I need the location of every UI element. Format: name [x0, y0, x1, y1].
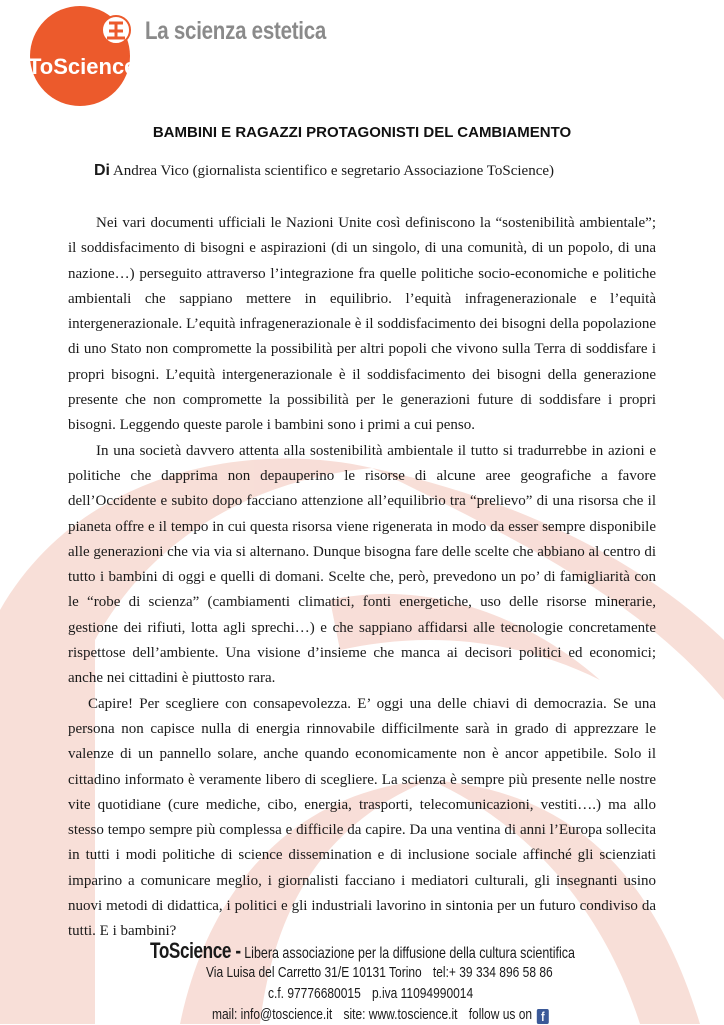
footer-brand: ToScience - [150, 938, 241, 963]
footer-phone: tel:+ 39 334 896 58 86 [432, 964, 553, 981]
logo-text-science: Science [53, 54, 137, 79]
article-title: BAMBINI E RAGAZZI PROTAGONISTI DEL CAMBIAMENTO [152, 124, 572, 141]
footer-line-3 [268, 985, 473, 1002]
footer-description: Libera associazione per la diffusione della cultura scientifica [244, 945, 575, 962]
logo-text-to: To [28, 54, 54, 79]
footer-line-2 [206, 964, 553, 981]
article-body [68, 211, 656, 945]
footer-follow: follow us on [468, 1006, 533, 1023]
byline-author: Andrea Vico (giornalista scientifico e segretario Associazione ToScience) [112, 163, 555, 179]
toscience-logo [20, 4, 138, 108]
paragraph-1: Nei vari documenti ufficiali le Nazioni Unite così definiscono la “sostenibilità ambientale”; il soddisfacimento di bisogni e aspirazioni (di un singolo, di una comunità, di un popolo, di una nazione…) perseguito attraverso l’integrazione fra quelle politiche socio-economiche e politiche ambientali che sappiano mettere in equilibrio. l’equità infragenerazionale e l’equità intergenerazionale. L’equità infragenerazionale è il soddisfacimento dei bisogni della popolazione di uno Stato non compromette la possibilità per altri popoli che vivono sulla Terra di soddisfare i propri bisogni. L’equità intergenerazionale è il soddisfacimento dei bisogni della generazione presente che non compromette la possibilità per le generazioni future di soddisfare i propri bisogni. Leggendo queste parole i bambini sono i primi a cui penso. [68, 215, 656, 434]
footer-vat: p.iva 11094990014 [371, 985, 474, 1002]
byline-prefix: Di [94, 162, 110, 179]
footer-mail[interactable]: mail: info@toscience.it [212, 1006, 333, 1023]
tagline: La scienza estetica [145, 17, 327, 45]
footer-site[interactable]: site: www.toscience.it [343, 1006, 458, 1023]
svg-text:ToScience [28, 54, 136, 79]
footer-line-1 [150, 938, 575, 964]
facebook-icon[interactable]: f [537, 1009, 549, 1024]
byline [94, 162, 554, 180]
footer-line-4 [212, 1006, 549, 1024]
footer-address: Via Luisa del Carretto 31/E 10131 Torino [206, 964, 422, 981]
footer [150, 938, 630, 1024]
paragraph-3: Capire! Per scegliere con consapevolezza. E’ oggi una delle chiavi di democrazia. Se una persona non capisce nulla di energia rinnovabile difficilmente sarà in grado di apprezzare le valenze di un pannello solare, anche quando economicamente non è ancor appetibile. Solo il cittadino informato è veramente libero di scegliere. La scienza è sempre più presente nelle nostre vite quotidiane (cure mediche, cibo, energia, trasporti, telecomunicazioni, vestiti….) ma allo stesso tempo sempre più complessa e difficile da capire. Da una ventina di anni l’Europa sollecita in tutti i modi politiche di science dissemination e di inclusione sociale affinché gli scienziati imparino a comunicare meglio, i giornalisti facciano i mediatori culturali, gli insegnanti usino nuovi metodi di didattica, i politici e gli industriali lavorino in sintonia per un futuro condiviso da tutti. E i bambini? [68, 695, 656, 940]
paragraph-2: In una società davvero attenta alla sostenibilità ambientale il tutto si tradurrebbe in azioni e politiche che dapprima non depauperino le risorse di alcune aree geografiche a favore dell’Occidente e subito dopo facciano attenzione all’equilibrio tra “prelievo” di una risorsa che il pianeta offre e il tempo in cui questa risorsa viene rigenerata in modo da esser sempre disponibile alle generazioni che via via si alternano. Dunque bisogna fare delle scelte che abbiano al centro di tutto i bambini di oggi e quelli di domani. Scelte che, però, prevedono un po’ di famigliarità con le “robe di scienza” (cambiamenti climatici, fonti energetiche, uso delle risorse minerarie, gestione dei rifiuti, lotta agli sprechi…) e che sappiano affidarsi alle tecnologie concretamente rispettose dell’ambiente. Una visione d’insieme che manca ai decisori politici ed economici; anche nei cittadini è piuttosto rara. [68, 442, 656, 687]
footer-fiscal-code: c.f. 97776680015 [268, 985, 361, 1002]
